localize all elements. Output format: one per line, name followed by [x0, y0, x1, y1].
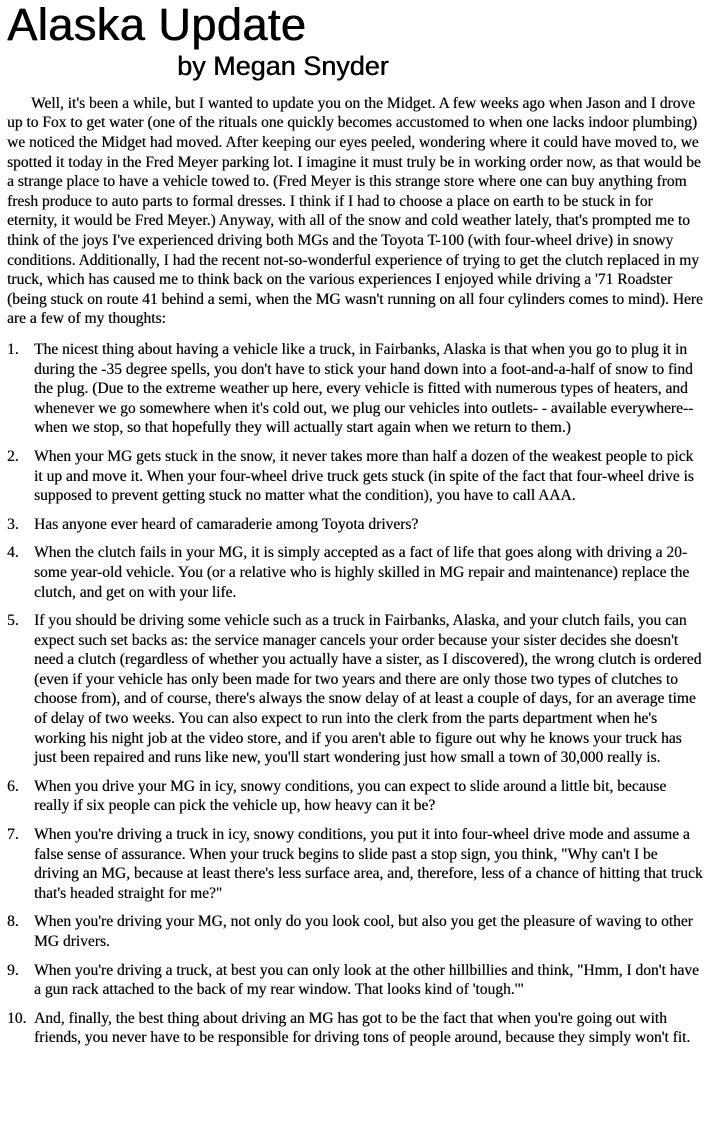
list-item-number: 5.: [7, 612, 19, 630]
list-item-text: When your MG gets stuck in the snow, it never takes more than half a dozen of the weakest people to pick it up and move it. When your four-wheel drive truck gets stuck (in spite of the fact that four-wheel drive is supposed to prevent getting stuck no matter what the condition), you have to call AAA.: [34, 447, 694, 505]
list-item-text: When you're driving your MG, not only do you look cool, but also you get the pleasure of waving to other MG drivers.: [34, 913, 693, 950]
list-item-text: When you're driving a truck in icy, snowy conditions, you put it into four-wheel drive mode and assume a false sense of assurance. When your truck begins to slide past a stop sign, you think, "Why can't I be driving an MG, because at least there's less surface area, and, therefore, less of a chance of hitting that truck that's headed straight for me?": [34, 826, 703, 902]
list-item-number: 1.: [7, 340, 19, 358]
list-item-number: 6.: [7, 777, 19, 795]
list-item-text: When you drive your MG in icy, snowy conditions, you can expect to slide around a little bit, because really if six people can pick the vehicle up, how heavy can it be?: [34, 777, 667, 815]
list-item: [7, 515, 703, 535]
list-item: [7, 543, 703, 602]
list-item: [7, 611, 703, 768]
list-item: [7, 912, 703, 951]
list-item: [7, 447, 703, 506]
list-item: [7, 1009, 703, 1048]
document-byline: by Megan Snyder: [177, 51, 389, 82]
list-item-number: 9.: [7, 961, 19, 979]
list-item-number: 3.: [7, 515, 19, 533]
list-item-number: 8.: [7, 913, 19, 931]
list-item-text: The nicest thing about having a vehicle like a truck, in Fairbanks, Alaska is that when you go to plug it in during the -35 degree spells, you don't have to stick your hand down into a foot-and-a-half of snow to find the plug. (Due to the extreme weather up here, every vehicle is fitted with numerous types of heaters, and whenever we go somewhere when it's cold out, we plug our vehicles into outlets- - available everywhere-- when we stop, so that hopefully they will actually start again when we return to them.): [34, 340, 694, 437]
list-item-number: 10.: [7, 1009, 27, 1027]
list-item: [7, 825, 703, 903]
list-item-text: Has anyone ever heard of camaraderie among Toyota drivers?: [34, 515, 419, 533]
list-item-text: When the clutch fails in your MG, it is simply accepted as a fact of life that goes along with driving a 20-some year-old vehicle. You (or a relative who is highly skilled in MG repair and maintenance) replace the clutch, and get on with your life.: [34, 544, 690, 601]
list-item-text: When you're driving a truck, at best you can only look at the other hillbillies and think, "Hmm, I don't have a gun rack attached to the back of my rear window. That looks kind of 'tough.'": [34, 961, 699, 999]
list-item-number: 7.: [7, 826, 19, 844]
numbered-list: [7, 340, 703, 1048]
document-title: Alaska Update: [7, 0, 307, 50]
list-item: [7, 777, 703, 816]
list-item: [7, 961, 703, 1000]
list-item-text: And, finally, the best thing about driving an MG has got to be the fact that when you're going out with friends, you never have to be responsible for driving tons of people around, because they simply won't fit.: [34, 1009, 691, 1047]
list-item-number: 4.: [7, 544, 19, 562]
list-item-text: If you should be driving some vehicle such as a truck in Fairbanks, Alaska, and your clutch fails, you can expect such set backs as: the service manager cancels your order because your sister decides she doesn't need a clutch (regardless of whether you actually have a sister, as I discovered), the wrong clutch is ordered (even if your vehicle has only been made for two years and there are only those two types of clutches to choose from), and of course, there's always the snow delay of at least a couple of days, for an average time of delay of two weeks. You can also expect to run into the clerk from the parts department when he's working his night job at the video store, and if you aren't able to figure out why he knows your truck has just been repaired and runs like new, you'll start wondering just how small a town of 30,000 really is.: [34, 612, 702, 767]
list-item: [7, 340, 703, 438]
list-item-number: 2.: [7, 447, 19, 465]
intro-paragraph: Well, it's been a while, but I wanted to update you on the Midget. A few weeks ago when Jason and I drove up to Fox to get water (one of the rituals one quickly becomes accustomed to when one lacks indoor plumbing) we noticed the Midget had moved. After keeping our eyes peeled, wondering where it could have moved to, we spotted it today in the Fred Meyer parking lot. I imagine it must truly be in working order now, as that would be a strange place to have a vehicle towed to. (Fred Meyer is this strange store where one can buy anything from fresh produce to auto parts to formal dresses. I think if I had to choose a place on earth to be stuck in for eternity, it would be Fred Meyer.) Anyway, with all of the snow and cold weather lately, that's prompted me to think of the joys I've experienced driving both MGs and the Toyota T-100 (with four-wheel drive) in snowy conditions. Additionally, I had the recent not-so-wonderful experience of trying to get the clutch replaced in my truck, which has caused me to think back on the various experiences I enjoyed while driving a '71 Roadster (being stuck on route 41 behind a semi, when the MG wasn't running on all four cylinders comes to mind). Here are a few of my thoughts:: [7, 94, 703, 328]
